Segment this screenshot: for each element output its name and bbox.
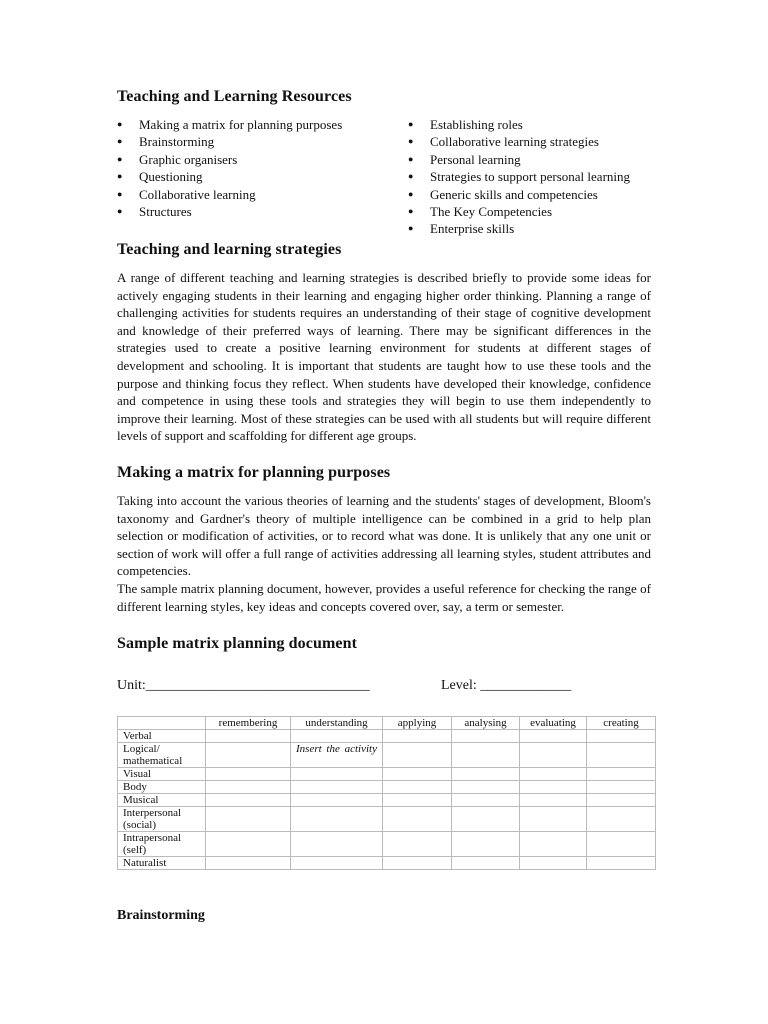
bullet-icon: ● — [408, 188, 414, 199]
row-label: Visual — [118, 768, 206, 781]
resources-list-right — [408, 116, 653, 238]
bullet-icon: ● — [117, 171, 123, 182]
column-header: remembering — [206, 717, 291, 730]
list-item: ● Structures — [117, 204, 192, 220]
matrix-paragraph-2: The sample matrix planning document, however, provides a useful reference for checking the range of different learning styles, key ideas and concepts covered over, say, a term or semester. — [117, 581, 651, 614]
bullet-icon: ● — [117, 136, 123, 147]
table-row — [118, 794, 656, 807]
table-row — [118, 730, 656, 743]
level-label: Level: — [441, 678, 477, 693]
bullet-icon: ● — [408, 153, 414, 164]
heading-matrix: Making a matrix for planning purposes — [117, 464, 391, 481]
table-row — [118, 807, 656, 832]
unit-label: Unit: — [117, 678, 146, 693]
bullet-icon: ● — [117, 119, 123, 129]
row-label: Logical/ mathematical — [118, 743, 206, 768]
list-item: ● Collaborative learning — [117, 186, 256, 202]
planning-matrix-table — [117, 716, 656, 870]
list-item: ● Brainstorming — [117, 134, 215, 150]
heading-resources: Teaching and Learning Resources — [117, 88, 352, 105]
list-item: ● Personal learning — [408, 151, 521, 167]
column-header: understanding — [291, 717, 383, 730]
bullet-icon: ● — [408, 223, 414, 234]
level-blank: _____________ — [480, 678, 572, 693]
row-label: Musical — [118, 794, 206, 807]
bullet-icon: ● — [117, 206, 123, 217]
list-item: ● Collaborative learning strategies — [408, 134, 599, 150]
column-header: evaluating — [520, 717, 587, 730]
list-item: ● Establishing roles — [408, 117, 523, 132]
column-header: analysing — [452, 717, 520, 730]
heading-brainstorming: Brainstorming — [117, 908, 205, 923]
row-label: Intrapersonal (self) — [118, 832, 206, 857]
bullet-icon: ● — [117, 153, 123, 164]
table-row — [118, 832, 656, 857]
row-label: Verbal — [118, 730, 206, 743]
bullet-icon: ● — [408, 206, 414, 217]
heading-strategies: Teaching and learning strategies — [117, 241, 342, 258]
list-item: ● Questioning — [117, 169, 203, 185]
table-row — [118, 781, 656, 794]
level-field — [441, 678, 571, 694]
list-item: ● Graphic organisers — [117, 151, 238, 167]
bullet-icon: ● — [408, 119, 414, 129]
unit-blank: ________________________________ — [145, 678, 370, 693]
bullet-icon: ● — [408, 136, 414, 147]
list-item: ● Generic skills and competencies — [408, 186, 598, 202]
unit-field — [117, 678, 370, 694]
column-header: applying — [383, 717, 452, 730]
resources-list-left — [117, 116, 362, 220]
row-label: Interpersonal (social) — [118, 807, 206, 832]
matrix-paragraph-1: Taking into account the various theories of learning and the students' stages of development, Bloom's taxonomy and Gardner's theory of multiple intelligence can be combined in a grid to help plan selection or modification of activities, or to record what was done. It is unlikely that any one unit or section of work will offer a full range of activities addressing all learning styles, student attributes and competencies. — [117, 493, 651, 579]
column-header: creating — [587, 717, 656, 730]
bullet-icon: ● — [408, 171, 414, 182]
column-header — [118, 717, 206, 730]
insert-activity-note: Insert the activity — [291, 743, 383, 768]
heading-sample: Sample matrix planning document — [117, 635, 358, 652]
list-item: ● Strategies to support personal learning — [408, 169, 631, 185]
table-row — [118, 768, 656, 781]
list-item: ● Making a matrix for planning purposes — [117, 117, 343, 132]
list-item: ● The Key Competencies — [408, 204, 553, 220]
table-header-row — [118, 717, 656, 730]
strategies-paragraph: A range of different teaching and learning strategies is described briefly to provide some ideas for actively engaging students in their learning and engaging higher order thinking. Planning a range of challenging activities for students requires an understanding of their stage of cognitive development and knowledge of their preferred ways of learning. There may be significant differences in the strategies used to create a positive learning environment for students at different stages of development and schooling. It is important that students are taught how to use these tools and the purpose and thinking focus they reflect. When students have developed their knowledge, confidence and competence in using these tools and strategies they will begin to use them independently to improve their learning. Most of these strategies can be used with all students but will require different levels of support and scaffolding for different age groups. — [117, 270, 651, 444]
bullet-icon: ● — [117, 188, 123, 199]
table-row — [118, 743, 656, 768]
list-item: ● Enterprise skills — [408, 221, 515, 237]
row-label: Naturalist — [118, 857, 206, 870]
table-row — [118, 857, 656, 870]
row-label: Body — [118, 781, 206, 794]
